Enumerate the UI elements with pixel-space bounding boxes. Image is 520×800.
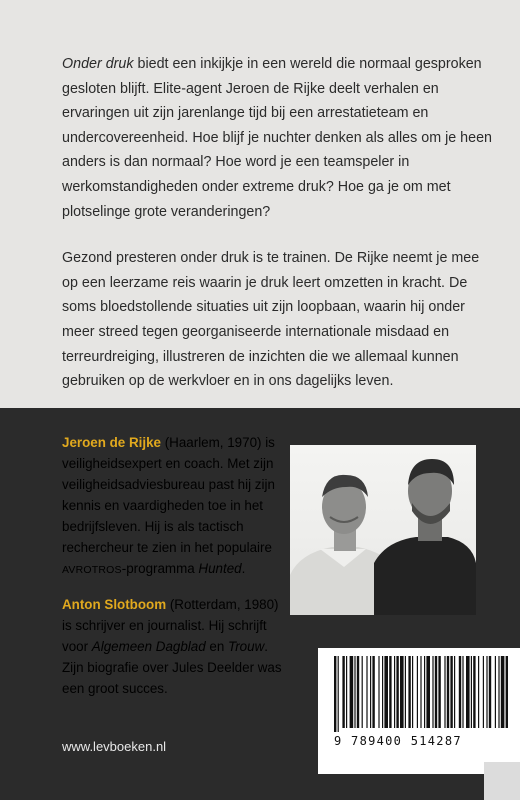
barcode-bar	[366, 656, 367, 728]
blurb-paragraph-2: Gezond presteren onder druk is te trainen. De Rijke neemt je mee op een leerzame reis waarin je druk leert omzetten in kracht. De soms bloedstollende situaties uit zijn loopbaan, waarin hij onder meer streed tegen georganiseerde internationale misdaad en terreurdreiging, illustreren de inzichten die we allemaal kunnen gebruiken op de werkvloer en in ons dagelijks leven.	[62, 250, 480, 390]
blurb-paragraph-1: Onder druk biedt een inkijkje in een wereld die normaal gesproken gesloten blijft. Elite-agent Jeroen de Rijke deelt verhalen en ervaringen uit zijn jarenlange tijd bij een arrestatieteam en undercovereenheid. Hoe blijf je nuchter denken als alles om je heen anders is dan normaal? Hoe word je een teamspeler in werkomstandigheden onder extreme druk? Hoe ga je om met plotselinge grote veranderingen?	[62, 56, 492, 220]
barcode-bar	[444, 656, 445, 728]
barcode-bar	[405, 656, 406, 728]
barcode-bar	[420, 656, 421, 728]
barcode-bar	[382, 656, 383, 728]
barcode-bar	[438, 656, 440, 728]
program-name: Hunted	[198, 561, 242, 576]
barcode-bar	[370, 656, 371, 728]
barcode-bar	[354, 656, 355, 728]
book-title: Onder druk	[62, 56, 134, 72]
isbn-number: 9 789400 514287	[334, 734, 462, 748]
isbn-barcode	[318, 648, 520, 774]
corner-tab	[484, 762, 520, 800]
barcode-bar	[384, 656, 388, 728]
barcode-bar	[478, 656, 479, 728]
barcode-bar	[389, 656, 391, 728]
barcode-bars	[318, 648, 520, 732]
barcode-bar	[412, 656, 413, 728]
barcode-bar	[462, 656, 463, 728]
barcode-bar	[489, 656, 491, 728]
barcode-bar	[447, 656, 449, 728]
barcode-bar	[350, 656, 354, 728]
barcode-bar	[424, 656, 425, 728]
barcode-bar	[357, 656, 359, 728]
barcode-bar	[338, 656, 339, 732]
barcode-bar	[408, 656, 410, 728]
broadcaster-name: AVROTROS	[62, 564, 122, 576]
barcode-bar	[334, 656, 336, 732]
author-name-1: Jeroen de Rijke	[62, 435, 161, 450]
author-name-2: Anton Slotboom	[62, 597, 167, 612]
author-bio-2: Anton Slotboom (Rotterdam, 1980) is schrijver en journalist. Hij schrijft voor Algemeen Dagblad en Trouw. Zijn biografie over Jules Deelder was een groot succes.	[62, 597, 282, 696]
barcode-bar	[396, 656, 398, 728]
barcode-bar	[400, 656, 404, 728]
barcode-bar	[471, 656, 472, 728]
barcode-bar	[495, 656, 496, 728]
barcode-bar	[394, 656, 395, 728]
barcode-bar	[506, 656, 508, 728]
barcode-bar	[459, 656, 461, 728]
barcode-bar	[466, 656, 470, 728]
barcode-bar	[483, 656, 484, 728]
barcode-bar	[378, 656, 379, 728]
author-photo	[290, 445, 476, 615]
barcode-bar	[498, 656, 499, 728]
author-bio-1: Jeroen de Rijke (Haarlem, 1970) is veiligheidsexpert en coach. Met zijn veiligheidsadviesbureau past hij zijn kennis en vaardigheden toe in het bedrijfsleven. Hij is als tactisch rechercheur te zien in het populaire AVROTROS-programma Hunted.	[62, 435, 275, 576]
barcode-bar	[372, 656, 374, 728]
author-photo-illustration	[290, 445, 476, 615]
barcode-bar	[417, 656, 418, 728]
barcode-bar	[342, 656, 344, 728]
barcode-bar	[426, 656, 430, 728]
barcode-bar	[435, 656, 437, 728]
barcode-bar	[362, 656, 363, 728]
barcode-bar	[432, 656, 433, 728]
barcode-bar	[486, 656, 487, 728]
barcode-bar	[346, 656, 347, 728]
barcode-bar	[473, 656, 475, 728]
barcode-bar	[501, 656, 505, 728]
barcode-bar	[454, 656, 455, 728]
blurb-text	[62, 52, 492, 416]
barcode-bar	[450, 656, 452, 728]
website-link[interactable]: www.levboeken.nl	[62, 739, 167, 754]
